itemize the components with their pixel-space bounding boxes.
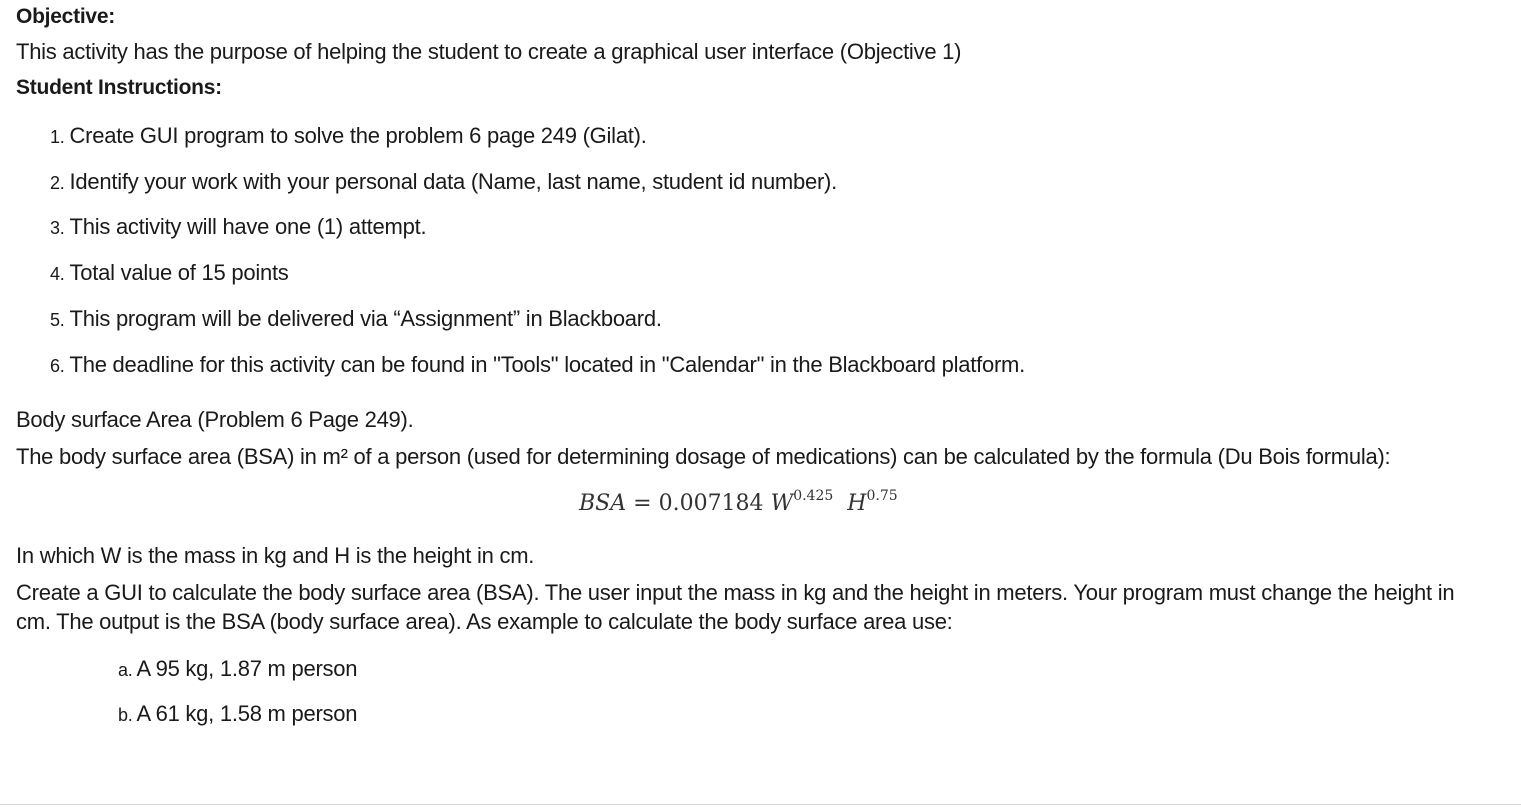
- formula-equals: =: [633, 491, 652, 516]
- instruction-number: 4.: [50, 264, 65, 284]
- bottom-divider: [0, 804, 1521, 805]
- instruction-text: The deadline for this activity can be found in "Tools" located in "Calendar" in the Blackboard platform.: [69, 352, 1025, 377]
- formula-h: H: [847, 491, 867, 516]
- instruction-item-5: [50, 304, 662, 335]
- instruction-number: 6.: [50, 356, 65, 376]
- problem-title: Body surface Area (Problem 6 Page 249).: [16, 407, 414, 432]
- problem-intro: The body surface area (BSA) in m² of a person (used for determining dosage of medications) can be calculated by the formula (Du Bois formula):: [16, 444, 1391, 469]
- formula-w-exponent: 0.425: [793, 487, 834, 504]
- problem-variables: In which W is the mass in kg and H is the height in cm.: [16, 543, 535, 568]
- instruction-text: Identify your work with your personal data (Name, last name, student id number).: [69, 169, 837, 194]
- formula-lhs: BSA: [579, 491, 627, 516]
- instruction-item-3: [50, 212, 426, 243]
- formula-h-exponent: 0.75: [866, 487, 898, 504]
- example-text: A 61 kg, 1.58 m person: [136, 701, 358, 726]
- instruction-text: Create GUI program to solve the problem 6 page 249 (Gilat).: [69, 123, 647, 148]
- instruction-item-2: [50, 167, 837, 198]
- example-letter: a.: [118, 660, 133, 680]
- objective-heading: Objective:: [16, 5, 116, 28]
- instruction-number: 1.: [50, 127, 65, 147]
- problem-task: Create a GUI to calculate the body surface area (BSA). The user input the mass in kg and the height in meters. Your program must change the height in cm. The output is the BSA (body surface area). As example to calculate the body surface area use:: [16, 580, 1455, 634]
- instruction-text: Total value of 15 points: [69, 260, 289, 285]
- example-text: A 95 kg, 1.87 m person: [136, 656, 358, 681]
- example-item-a: [118, 654, 357, 685]
- bsa-formula: [579, 487, 898, 521]
- instruction-number: 2.: [50, 173, 65, 193]
- instruction-item-4: [50, 258, 289, 289]
- formula-w: W: [770, 491, 794, 516]
- example-letter: b.: [118, 705, 133, 725]
- instruction-text: This activity will have one (1) attempt.: [69, 214, 427, 239]
- instruction-number: 5.: [50, 310, 65, 330]
- instruction-item-1: [50, 121, 647, 152]
- instruction-number: 3.: [50, 218, 65, 238]
- formula-coefficient: 0.007184: [658, 491, 764, 516]
- objective-text: This activity has the purpose of helping the student to create a graphical user interface (Objective 1): [16, 39, 962, 64]
- instruction-text: This program will be delivered via “Assignment” in Blackboard.: [69, 306, 662, 331]
- example-item-b: [118, 699, 357, 730]
- instructions-heading: Student Instructions:: [16, 76, 222, 99]
- instruction-item-6: [50, 350, 1025, 381]
